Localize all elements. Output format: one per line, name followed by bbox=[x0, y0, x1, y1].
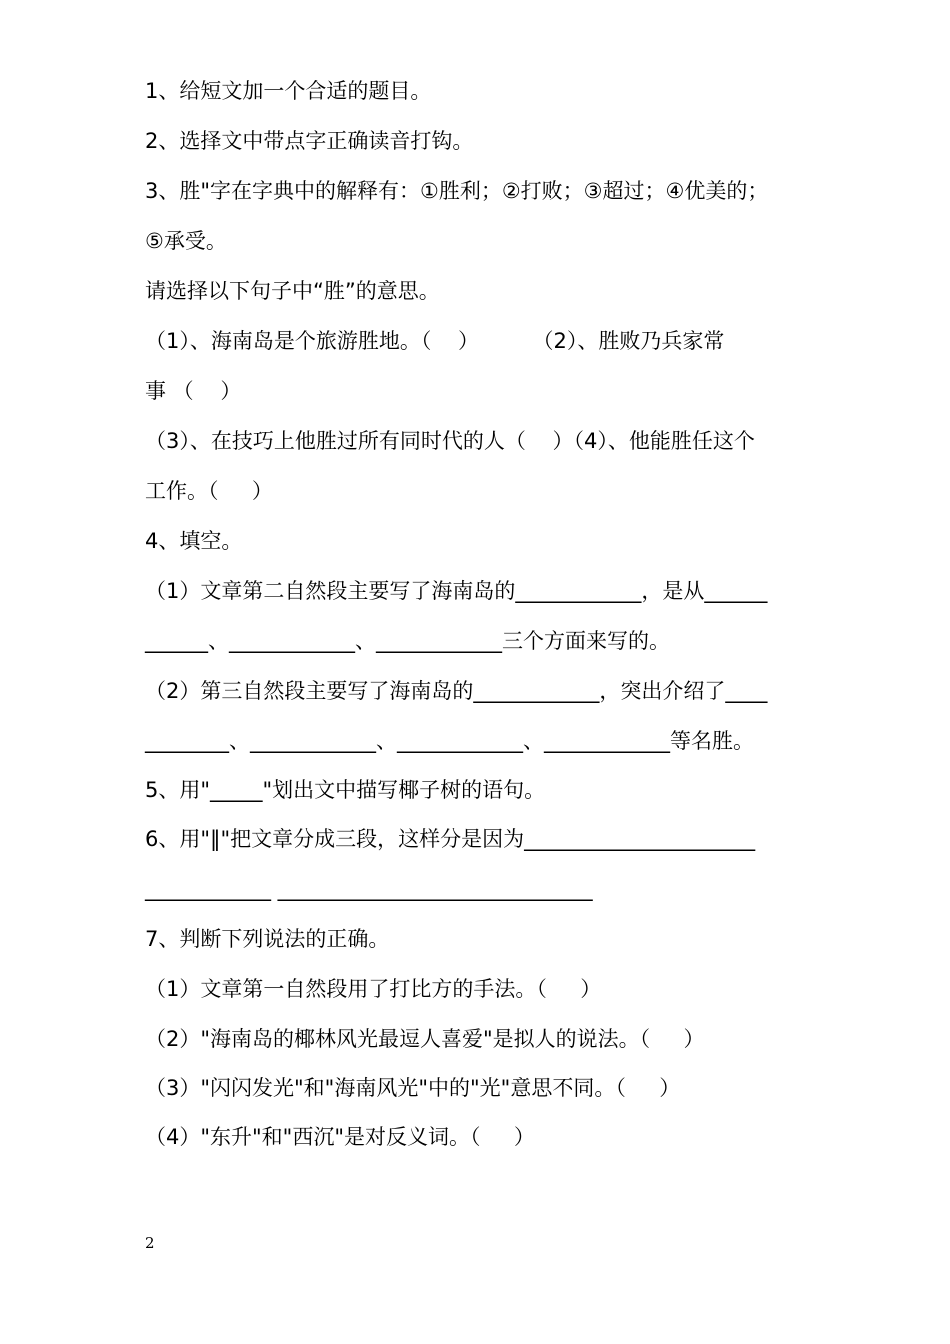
question-4-item-2-line-2: ________、____________、____________、____________等名胜。 bbox=[145, 729, 754, 753]
question-3-instruction: 请选择以下句子中“胜”的意思。 bbox=[145, 279, 440, 303]
question-1: 1、给短文加一个合适的题目。 bbox=[145, 79, 432, 103]
question-4-item-1-line-2: ______、____________、____________三个方面来写的。 bbox=[145, 629, 670, 653]
question-3-row-1: （1）、海南岛是个旅游胜地。（ ） （2）、胜败乃兵家常 bbox=[145, 329, 725, 353]
question-6-line-2: ____________ ______________________________ bbox=[145, 877, 593, 901]
question-4-item-2-line-1: （2）第三自然段主要写了海南岛的____________，突出介绍了____ bbox=[145, 679, 768, 703]
question-3-line-2: ⑤承受。 bbox=[145, 229, 227, 253]
question-3-row-2-cont: 工作。（ ） bbox=[145, 479, 273, 503]
question-4-title: 4、填空。 bbox=[145, 529, 243, 553]
question-2: 2、选择文中带点字正确读音打钩。 bbox=[145, 129, 474, 153]
question-3-line-1: 3、胜"字在字典中的解释有：①胜利；②打败；③超过；④优美的； bbox=[145, 179, 769, 203]
question-7-item-3: （3）"闪闪发光"和"海南风光"中的"光"意思不同。（ ） bbox=[145, 1076, 681, 1100]
page-number: 2 bbox=[145, 1234, 155, 1252]
question-3-row-2: （3）、在技巧上他胜过所有同时代的人（ ）（4）、他能胜任这个 bbox=[145, 429, 755, 453]
question-7-item-1: （1）文章第一自然段用了打比方的手法。（ ） bbox=[145, 977, 602, 1001]
question-5: 5、用"_____"划出文中描写椰子树的语句。 bbox=[145, 778, 546, 802]
question-7-title: 7、判断下列说法的正确。 bbox=[145, 927, 390, 951]
question-3-row-1-cont: 事 （ ） bbox=[145, 379, 242, 403]
question-7-item-4: （4）"东升"和"西沉"是对反义词。（ ） bbox=[145, 1125, 535, 1149]
question-4-item-1-line-1: （1）文章第二自然段主要写了海南岛的____________，是从______ bbox=[145, 579, 768, 603]
question-6-line-1: 6、用"‖"把文章分成三段，这样分是因为______________________ bbox=[145, 827, 756, 851]
question-7-item-2: （2）"海南岛的椰林风光最逗人喜爱"是拟人的说法。（ ） bbox=[145, 1027, 705, 1051]
